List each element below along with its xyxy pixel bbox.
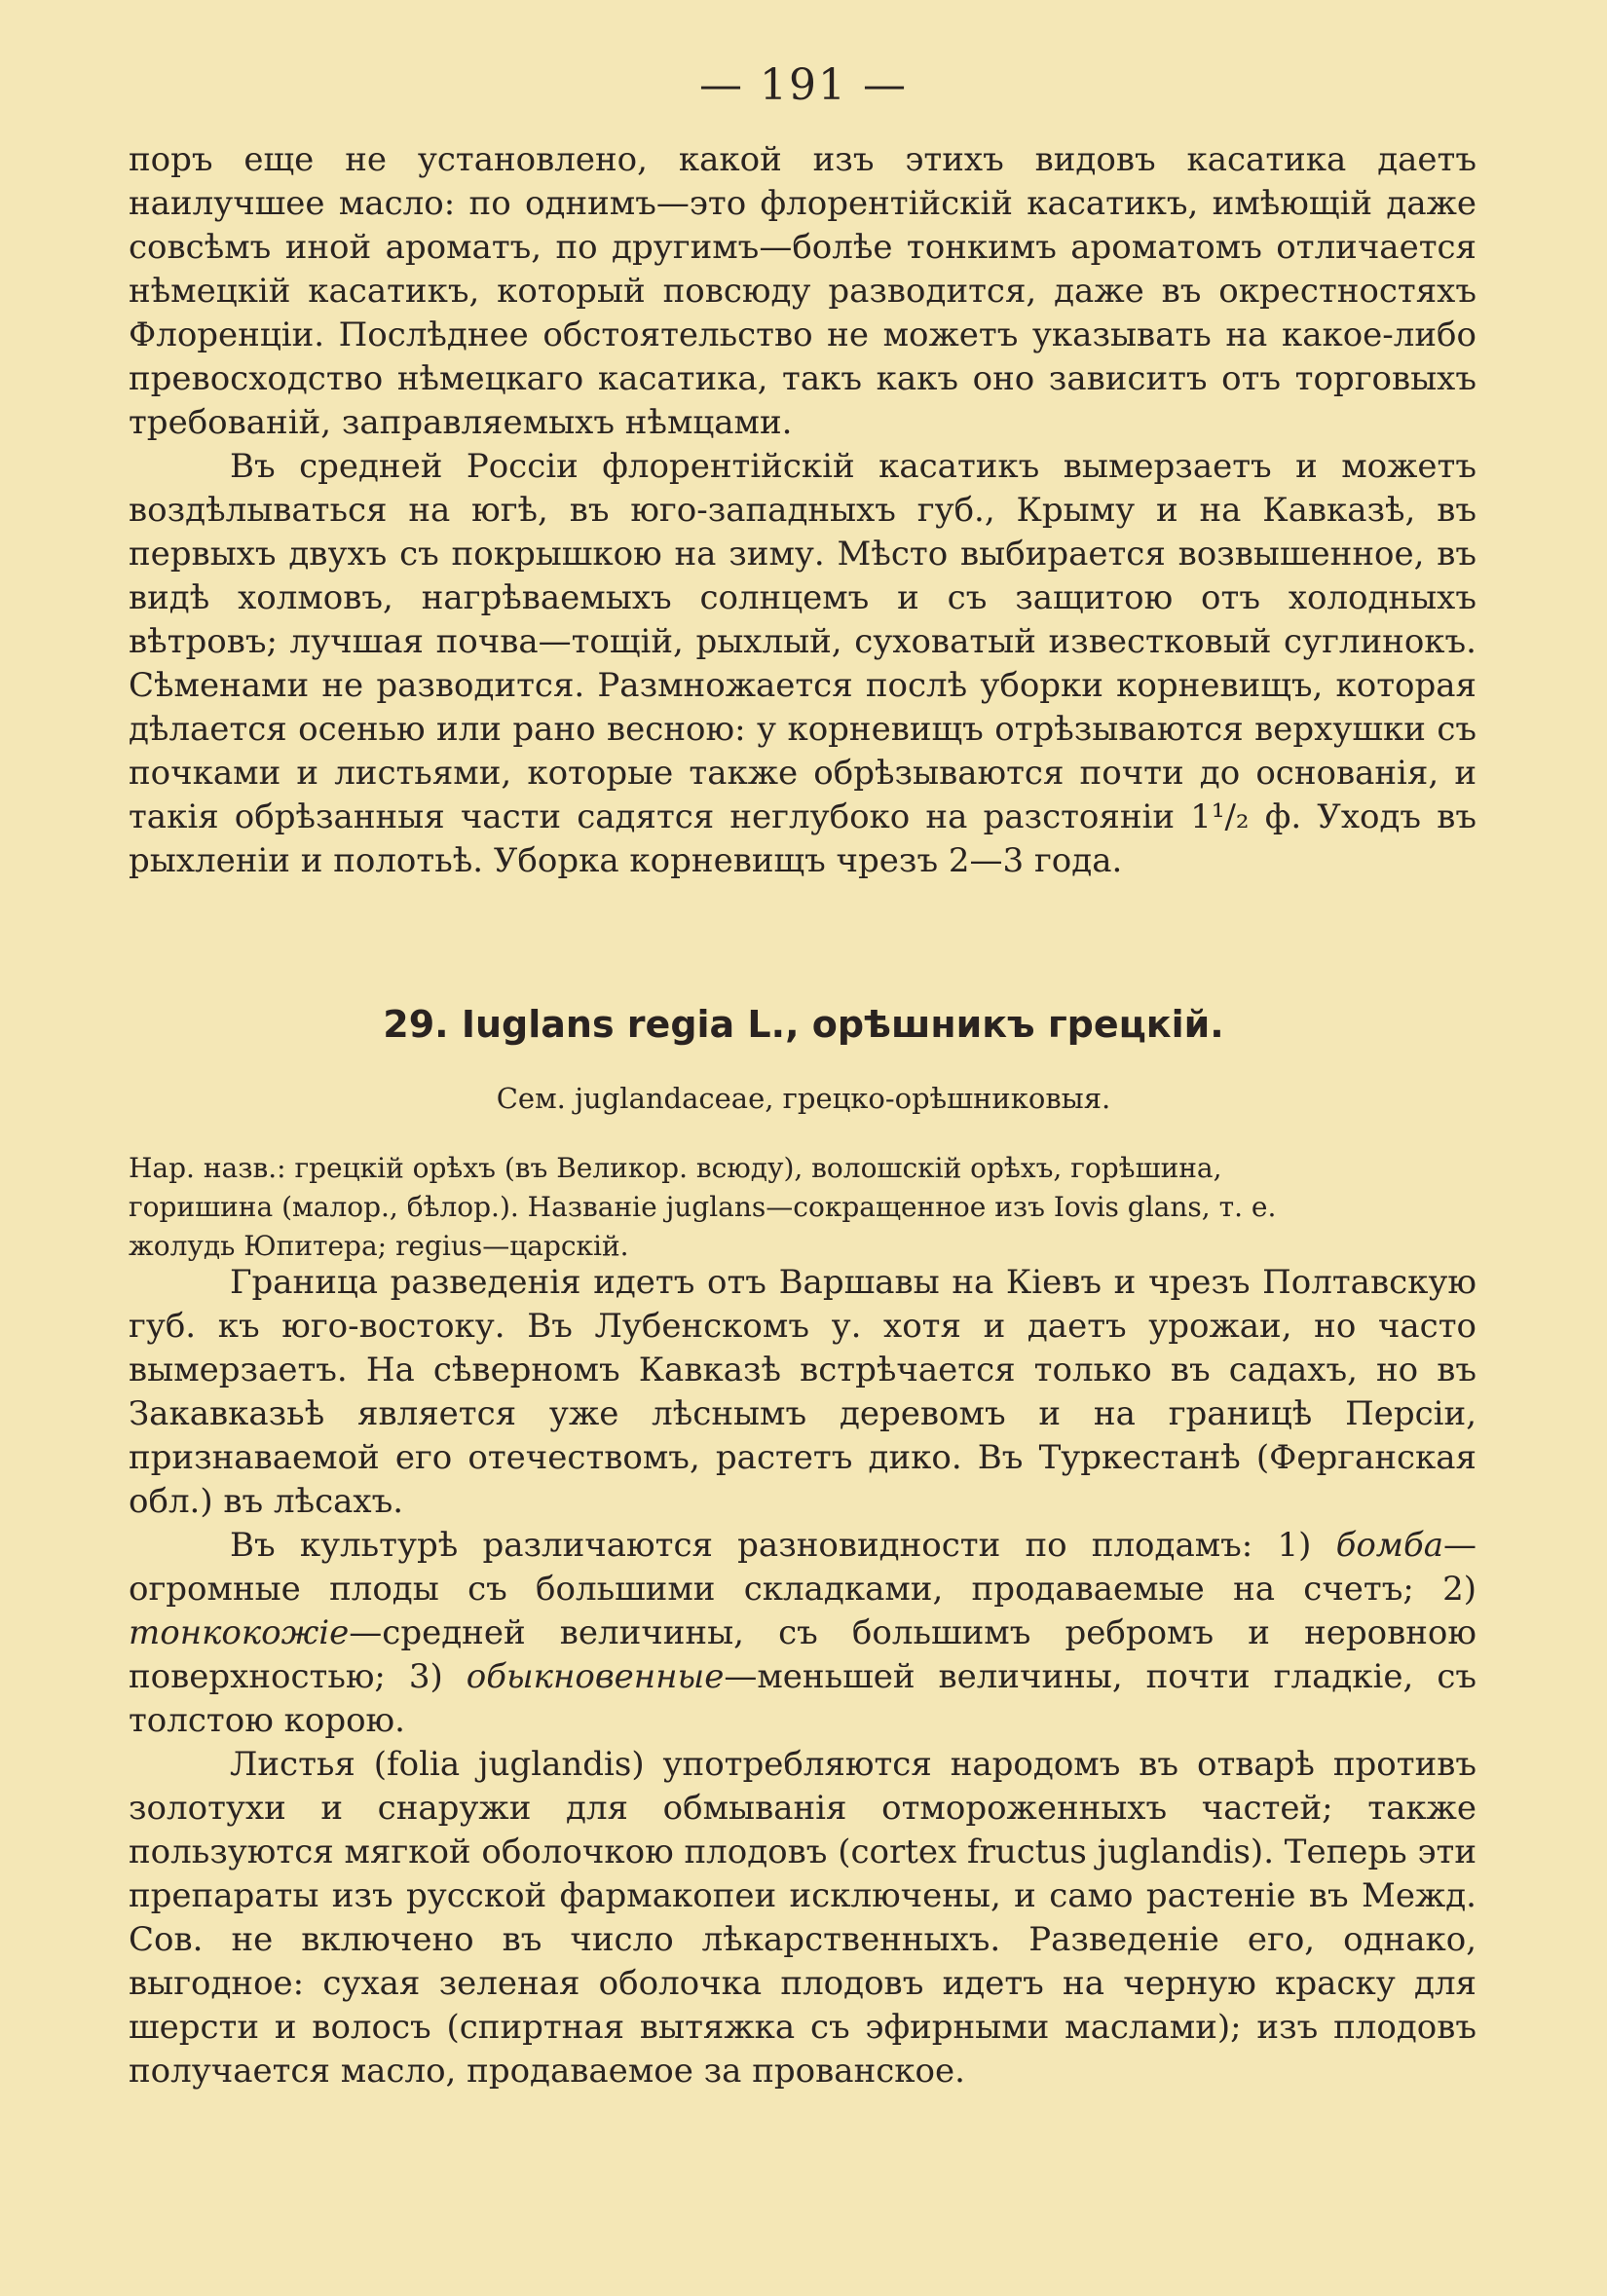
paragraph-varieties	[129, 1524, 1476, 1743]
folk-names-line: горишина (малор., бѣлор.). Названіе juglans—сокращенное изъ Iovis glans, т. е.	[129, 1191, 1277, 1223]
text-run: —меньшей величины, почти гладкіе, съ толстою корою.	[129, 1657, 1476, 1740]
variety-term: тонкокожіе	[129, 1613, 350, 1652]
folk-names-line: жолудь Юпитера; regius—царскій.	[129, 1230, 629, 1262]
section-iris-text	[129, 138, 1476, 883]
section-walnut-text	[129, 1261, 1476, 2093]
variety-term: бомба	[1335, 1526, 1443, 1565]
folk-names	[129, 1149, 1476, 1266]
folk-names-line: Нар. назв.: грецкій орѣхъ (въ Великор. всюду), волошскій орѣхъ, горѣшина,	[129, 1152, 1222, 1184]
paragraph-uses: Листья (folia juglandis) употребляются народомъ въ отварѣ противъ золотухи и снаружи для обмыванія отмороженныхъ частей; также пользуются мягкой оболочкою плодовъ (cortex fructus juglandis). Теперь эти препараты изъ русской фармакопеи исключены, и само растеніе въ Межд. Сов. не включено въ число лѣкарственныхъ. Разведеніе его, однако, выгодное: сухая зеленая оболочка плодовъ идетъ на черную краску для шерсти и волосъ (спиртная вытяжка съ эфирными маслами); изъ плодовъ получается масло, продаваемое за прованское.	[129, 1745, 1476, 2091]
text-run: Въ культурѣ различаются разновидности по плодамъ: 1)	[230, 1526, 1336, 1565]
text-run: —огромные плоды съ большими складками, продаваемые на счетъ; 2)	[129, 1526, 1476, 1609]
section-heading: 29. Iuglans regia L., орѣшникъ грецкій.	[383, 1003, 1224, 1046]
paragraph-range: Граница разведенія идетъ отъ Варшавы на Кіевъ и чрезъ Полтавскую губ. къ юго-востоку. Въ Лубенскомъ у. хотя и даетъ урожаи, но часто вымерзаетъ. На сѣверномъ Кавказѣ встрѣчается только въ садахъ, но въ Закавказьѣ является уже лѣснымъ деревомъ и на границѣ Персіи, признаваемой его отечествомъ, растетъ дико. Въ Туркестанѣ (Ферганская обл.) въ лѣсахъ.	[129, 1263, 1476, 1521]
paragraph-iris-oil: поръ еще не установлено, какой изъ этихъ видовъ касатика даетъ наилучшее масло: по однимъ—это флорентійскій касатикъ, имѣющій даже совсѣмъ иной ароматъ, по другимъ—болѣе тонкимъ ароматомъ отличается нѣмецкій касатикъ, который повсюду разводится, даже въ окрестностяхъ Флоренціи. Послѣднее обстоятельство не можетъ указывать на какое-либо превосходство нѣмецкаго касатика, такъ какъ оно зависитъ отъ торговыхъ требованій, заправляемыхъ нѣмцами.	[129, 140, 1476, 442]
family-line: Сем. juglandaceae, грецко-орѣшниковыя.	[496, 1082, 1111, 1115]
text-run: —средней величины, съ большимъ ребромъ и неровною поверхностью; 3)	[129, 1613, 1476, 1696]
variety-term: обыкновенные	[466, 1657, 725, 1696]
page-number: — 191 —	[699, 60, 908, 110]
paragraph-iris-cultivation: Въ средней Россіи флорентійскій касатикъ вымерзаетъ и можетъ воздѣлываться на югѣ, въ юго-западныхъ губ., Крыму и на Кавказѣ, въ первыхъ двухъ съ покрышкою на зиму. Мѣсто выбирается возвышенное, въ видѣ холмовъ, нагрѣваемыхъ солнцемъ и съ защитою отъ холодныхъ вѣтровъ; лучшая почва—тощій, рыхлый, суховатый известковый суглинокъ. Сѣменами не разводится. Размножается послѣ уборки корневищъ, которая дѣлается осенью или рано весною: у корневищъ отрѣзываются верхушки съ почками и листьями, которые также обрѣзываются почти до основанія, и такія обрѣзанныя части садятся неглубоко на разстояніи 1¹/₂ ф. Уходъ въ рыхленіи и полотьѣ. Уборка корневищъ чрезъ 2—3 года.	[129, 447, 1476, 880]
